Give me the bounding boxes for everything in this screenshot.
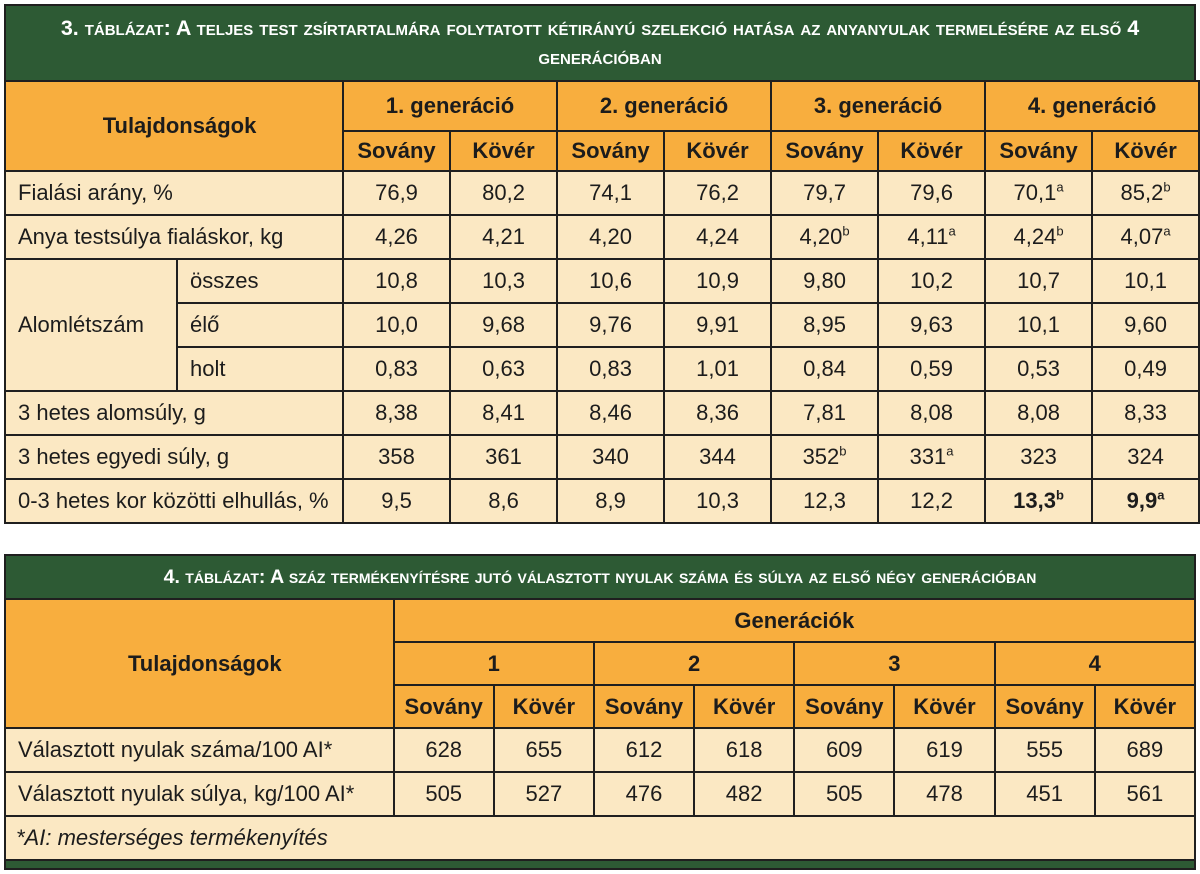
- subheader-sovany: Sovány: [995, 685, 1095, 728]
- data-cell: 476: [594, 772, 694, 816]
- cell-value: 352: [802, 444, 840, 470]
- cell-superscript: a: [1157, 487, 1165, 503]
- row-label: 3 hetes alomsúly, g: [5, 391, 343, 435]
- cell-value: 0,49: [1124, 356, 1167, 382]
- cell-value: 12,3: [803, 488, 846, 514]
- data-cell: [878, 171, 985, 215]
- cell-value: 9,5: [381, 488, 412, 514]
- data-cell: [1092, 347, 1199, 391]
- cell-value: 10,1: [1017, 312, 1060, 338]
- table-row: [5, 435, 1199, 479]
- data-cell: [450, 347, 557, 391]
- generation-header-2: 2: [594, 642, 794, 685]
- data-cell: [450, 435, 557, 479]
- cell-superscript: b: [842, 223, 850, 239]
- data-cell: [343, 259, 450, 303]
- sub-label: holt: [177, 347, 343, 391]
- cell-value: 9,63: [910, 312, 953, 338]
- data-cell: 561: [1095, 772, 1195, 816]
- cell-value: 0,53: [1017, 356, 1060, 382]
- data-cell: 505: [394, 772, 494, 816]
- data-cell: [450, 171, 557, 215]
- cell-value: 9,80: [803, 268, 846, 294]
- data-cell: [557, 435, 664, 479]
- cell-value: 9,9: [1126, 488, 1158, 514]
- data-cell: [664, 479, 771, 523]
- table-row: [5, 391, 1199, 435]
- data-cell: [771, 435, 878, 479]
- data-cell: 689: [1095, 728, 1195, 772]
- sub-label: összes: [177, 259, 343, 303]
- data-cell: 527: [494, 772, 594, 816]
- row-label: Fialási arány, %: [5, 171, 343, 215]
- cell-value: 0,83: [589, 356, 632, 382]
- table-row: [5, 259, 1199, 303]
- data-cell: 451: [995, 772, 1095, 816]
- cell-value: 10,9: [696, 268, 739, 294]
- data-cell: [985, 347, 1092, 391]
- data-cell: [878, 347, 985, 391]
- cell-value: 324: [1127, 444, 1164, 470]
- cell-value: 4,26: [375, 224, 418, 250]
- subheader-kover: Kövér: [450, 131, 557, 171]
- sub-label: élő: [177, 303, 343, 347]
- cell-value: 10,6: [589, 268, 632, 294]
- table-row: [5, 816, 1195, 860]
- cell-superscript: a: [1056, 179, 1064, 195]
- data-cell: [450, 391, 557, 435]
- cell-value: 0,84: [803, 356, 846, 382]
- data-cell: [664, 347, 771, 391]
- cell-superscript: a: [1163, 223, 1171, 239]
- data-cell: [985, 303, 1092, 347]
- cell-value: 10,1: [1124, 268, 1167, 294]
- subheader-sovany: Sovány: [343, 131, 450, 171]
- table-row: [5, 215, 1199, 259]
- generation-header-3: 3: [794, 642, 994, 685]
- subheader-sovany: Sovány: [594, 685, 694, 728]
- cell-value: 331: [909, 444, 947, 470]
- data-cell: [771, 259, 878, 303]
- data-cell: [343, 435, 450, 479]
- data-cell: [557, 479, 664, 523]
- cell-value: 13,3: [1013, 488, 1056, 514]
- table-row: [5, 303, 1199, 347]
- cell-value: 8,41: [482, 400, 525, 426]
- data-cell: [343, 391, 450, 435]
- data-cell: 655: [494, 728, 594, 772]
- subheader-kover: Kövér: [664, 131, 771, 171]
- table-row: [5, 772, 1195, 816]
- cell-value: 8,95: [803, 312, 846, 338]
- cell-superscript: b: [839, 443, 847, 459]
- cell-value: 8,9: [595, 488, 626, 514]
- cell-value: 8,46: [589, 400, 632, 426]
- row-label: 0-3 hetes kor közötti elhullás, %: [5, 479, 343, 523]
- data-cell: 555: [995, 728, 1095, 772]
- cell-value: 79,6: [910, 180, 953, 206]
- data-cell: [771, 303, 878, 347]
- table-row: [5, 171, 1199, 215]
- data-cell: [878, 303, 985, 347]
- data-cell: [1092, 479, 1199, 523]
- data-cell: 505: [794, 772, 894, 816]
- data-cell: [664, 303, 771, 347]
- cell-value: 76,9: [375, 180, 418, 206]
- row-label: Anya testsúlya fialáskor, kg: [5, 215, 343, 259]
- cell-value: 361: [485, 444, 522, 470]
- table-row: [5, 599, 1195, 642]
- table3-title: 3. táblázat: A teljes test zsírtartalmára folytatott kétirányú szelekció hatása az anyanyulak termelésére az első 4 generációban: [4, 4, 1196, 80]
- data-cell: [985, 435, 1092, 479]
- data-cell: [771, 215, 878, 259]
- subheader-kover: Kövér: [694, 685, 794, 728]
- row-label: Választott nyulak súlya, kg/100 AI*: [5, 772, 394, 816]
- data-cell: [771, 479, 878, 523]
- cell-superscript: b: [1163, 179, 1171, 195]
- table4: [4, 598, 1196, 861]
- data-cell: [878, 259, 985, 303]
- generation-header-2: 2. generáció: [557, 81, 771, 131]
- data-cell: [664, 171, 771, 215]
- cell-value: 4,24: [696, 224, 739, 250]
- table4-title: 4. táblázat: A száz termékenyítésre jutó választott nyulak száma és súlya az első négy generációban: [4, 554, 1196, 598]
- data-cell: [771, 391, 878, 435]
- data-cell: [450, 215, 557, 259]
- table-row: [5, 728, 1195, 772]
- cell-value: 4,07: [1120, 224, 1164, 250]
- cell-value: 4,20: [589, 224, 632, 250]
- data-cell: 619: [894, 728, 994, 772]
- cell-value: 85,2: [1120, 180, 1164, 206]
- subheader-kover: Kövér: [1095, 685, 1195, 728]
- cell-value: 8,36: [696, 400, 739, 426]
- row-label: 3 hetes egyedi súly, g: [5, 435, 343, 479]
- cell-value: 10,3: [482, 268, 525, 294]
- cell-superscript: b: [1056, 223, 1064, 239]
- subheader-sovany: Sovány: [771, 131, 878, 171]
- cell-value: 12,2: [910, 488, 953, 514]
- table-row: [5, 479, 1199, 523]
- cell-value: 74,1: [589, 180, 632, 206]
- subheader-kover: Kövér: [1092, 131, 1199, 171]
- data-cell: [557, 259, 664, 303]
- cell-superscript: a: [948, 223, 956, 239]
- bottom-green-bar: [4, 861, 1196, 870]
- subheader-kover: Kövér: [878, 131, 985, 171]
- cell-value: 0,63: [482, 356, 525, 382]
- cell-value: 76,2: [696, 180, 739, 206]
- data-cell: [557, 171, 664, 215]
- data-cell: [1092, 259, 1199, 303]
- cell-value: 9,91: [696, 312, 739, 338]
- cell-value: 4,21: [482, 224, 525, 250]
- data-cell: 609: [794, 728, 894, 772]
- data-cell: [878, 435, 985, 479]
- data-cell: [1092, 303, 1199, 347]
- generation-header-4: 4. generáció: [985, 81, 1199, 131]
- table3-section: [4, 4, 1196, 524]
- data-cell: [557, 391, 664, 435]
- data-cell: [771, 347, 878, 391]
- cell-value: 79,7: [803, 180, 846, 206]
- data-cell: [878, 391, 985, 435]
- data-cell: [557, 303, 664, 347]
- data-cell: [450, 303, 557, 347]
- cell-value: 10,8: [375, 268, 418, 294]
- cell-value: 8,08: [910, 400, 953, 426]
- data-cell: [985, 171, 1092, 215]
- data-cell: [343, 479, 450, 523]
- cell-value: 10,0: [375, 312, 418, 338]
- cell-value: 344: [699, 444, 736, 470]
- data-cell: [771, 171, 878, 215]
- cell-value: 70,1: [1013, 180, 1057, 206]
- data-cell: [1092, 171, 1199, 215]
- subheader-kover: Kövér: [494, 685, 594, 728]
- data-cell: [878, 479, 985, 523]
- cell-value: 358: [378, 444, 415, 470]
- cell-superscript: b: [1056, 487, 1064, 503]
- cell-value: 4,24: [1013, 224, 1057, 250]
- data-cell: [343, 347, 450, 391]
- data-cell: [664, 435, 771, 479]
- cell-value: 9,76: [589, 312, 632, 338]
- row-label: Választott nyulak száma/100 AI*: [5, 728, 394, 772]
- data-cell: 618: [694, 728, 794, 772]
- cell-value: 4,11: [907, 224, 949, 250]
- data-cell: [450, 479, 557, 523]
- data-cell: [878, 215, 985, 259]
- data-cell: [343, 215, 450, 259]
- data-cell: [664, 391, 771, 435]
- cell-value: 10,2: [910, 268, 953, 294]
- data-cell: [985, 391, 1092, 435]
- cell-value: 323: [1020, 444, 1057, 470]
- cell-value: 1,01: [696, 356, 739, 382]
- cell-value: 8,6: [488, 488, 519, 514]
- data-cell: [1092, 391, 1199, 435]
- cell-value: 340: [592, 444, 629, 470]
- subheader-sovany: Sovány: [557, 131, 664, 171]
- generation-header-1: 1. generáció: [343, 81, 557, 131]
- data-cell: [985, 479, 1092, 523]
- cell-value: 9,68: [482, 312, 525, 338]
- cell-value: 0,59: [910, 356, 953, 382]
- data-cell: [664, 259, 771, 303]
- table3: [4, 80, 1200, 524]
- table4-section: [4, 554, 1196, 870]
- cell-value: 80,2: [482, 180, 525, 206]
- data-cell: [1092, 435, 1199, 479]
- data-cell: [985, 215, 1092, 259]
- generations-group-header: Generációk: [394, 599, 1195, 642]
- generation-header-3: 3. generáció: [771, 81, 985, 131]
- corner-header: Tulajdonságok: [5, 599, 394, 728]
- cell-superscript: a: [946, 443, 954, 459]
- group-label: Alomlétszám: [5, 259, 177, 391]
- cell-value: 8,08: [1017, 400, 1060, 426]
- cell-value: 9,60: [1124, 312, 1167, 338]
- data-cell: 482: [694, 772, 794, 816]
- data-cell: [1092, 215, 1199, 259]
- data-cell: [557, 347, 664, 391]
- data-cell: [343, 303, 450, 347]
- data-cell: 478: [894, 772, 994, 816]
- subheader-sovany: Sovány: [985, 131, 1092, 171]
- data-cell: [664, 215, 771, 259]
- data-cell: [557, 215, 664, 259]
- generation-header-4: 4: [995, 642, 1195, 685]
- data-cell: [343, 171, 450, 215]
- subheader-sovany: Sovány: [794, 685, 894, 728]
- data-cell: [985, 259, 1092, 303]
- cell-value: 10,7: [1017, 268, 1060, 294]
- cell-value: 0,83: [375, 356, 418, 382]
- data-cell: 628: [394, 728, 494, 772]
- table-row: [5, 347, 1199, 391]
- table-row: [5, 81, 1199, 131]
- data-cell: 612: [594, 728, 694, 772]
- cell-value: 8,38: [375, 400, 418, 426]
- corner-header: Tulajdonságok: [5, 81, 343, 171]
- subheader-kover: Kövér: [894, 685, 994, 728]
- cell-value: 10,3: [696, 488, 739, 514]
- cell-value: 4,20: [799, 224, 843, 250]
- generation-header-1: 1: [394, 642, 594, 685]
- data-cell: [450, 259, 557, 303]
- cell-value: 7,81: [803, 400, 846, 426]
- footnote: *AI: mesterséges termékenyítés: [5, 816, 1195, 860]
- cell-value: 8,33: [1124, 400, 1167, 426]
- subheader-sovany: Sovány: [394, 685, 494, 728]
